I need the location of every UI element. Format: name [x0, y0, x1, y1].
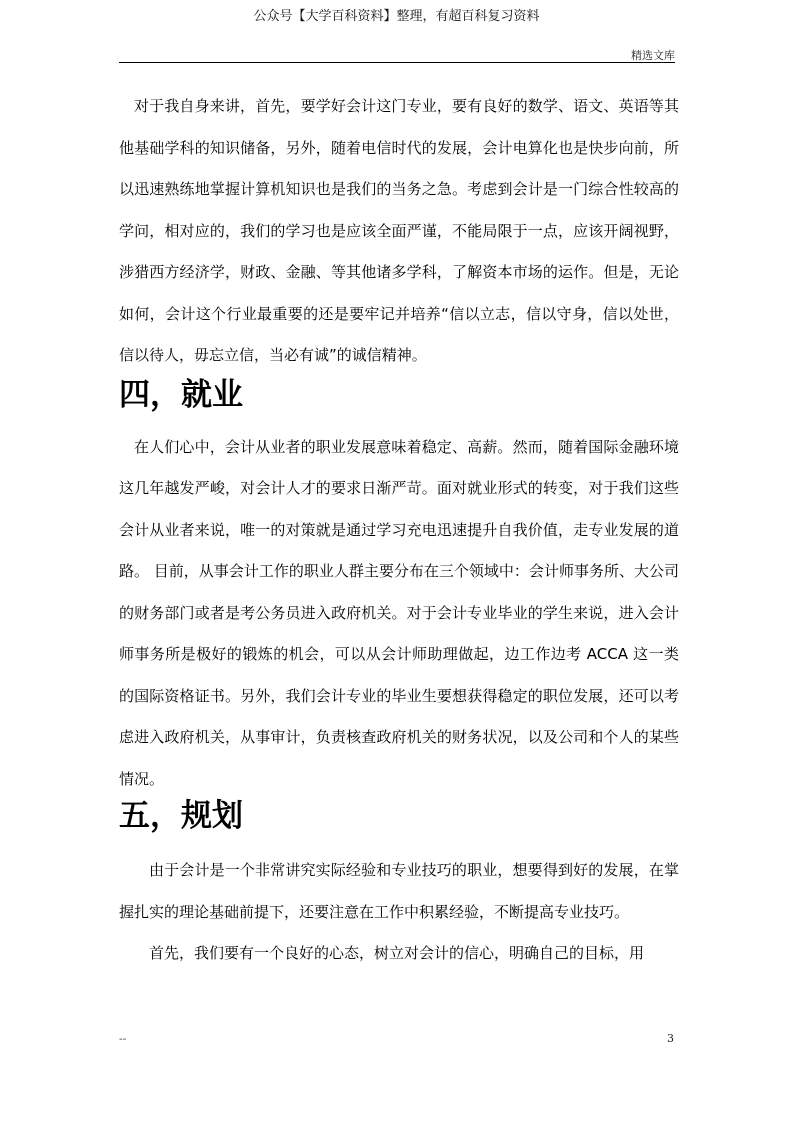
header-label: 精选文库	[631, 49, 675, 62]
paragraph-self-study: 对于我自身来讲，首先，要学好会计这门专业，要有良好的数学、语文、英语等其他基础学科的知识储备，另外，随着电信时代的发展，会计电算化也是快步向前，所以迅速熟练地掌握计算机知识也是我们的当务之急。考虑到会计是一门综合性较高的学问，相对应的，我们的学习也是应该全面严谨，不能局限于一点，应该开阔视野，涉猎西方经济学，财政、金融、等其他诸多学科，了解资本市场的运作。但是，无论如何，会计这个行业最重要的还是要牢记并培养“信以立志，信以守身，信以处世，信以待人，毋忘立信，当必有诚”的诚信精神。	[119, 97, 679, 364]
section-heading-employment: 四，就业	[119, 376, 243, 413]
document-body	[119, 86, 679, 975]
page-number: 3	[667, 1032, 674, 1045]
paragraph-planning-intro: 由于会计是一个非常讲究实际经验和专业技巧的职业，想要得到好的发展，在掌握扎实的理论基础前提下，还要注意在工作中积累经验，不断提高专业技巧。	[119, 861, 679, 921]
section-heading-planning: 五，规划	[119, 798, 243, 834]
footer-mark: --	[119, 1034, 127, 1045]
top-banner: 公众号【大学百科资料】整理，有超百科复习资料	[253, 9, 540, 24]
paragraph-employment: 在人们心中，会计从业者的职业发展意味着稳定、高薪。然而，随着国际金融环境这几年越发严峻，对会计人才的要求日渐严苛。面对就业形式的转变，对于我们这些会计从业者来说，唯一的对策就是通过学习充电迅速提升自我价值，走专业发展的道路。 目前，从事会计工作的职业人群主要分布在三个领域中：会计师事务所、大公司的财务部门或者是考公务员进入政府机关。对于会计专业毕业的学生来说，进入会计师事务所是极好的锻炼的机会，可以从会计师助理做起，边工作边考 ACCA 这一类的国际资格证书。另外，我们会计专业的毕业生要想获得稳定的职位发展，还可以考虑进入政府机关，从事审计，负责核查政府机关的财务状况，以及公司和个人的某些情况。	[119, 437, 679, 788]
paragraph-planning-first: 首先，我们要有一个良好的心态，树立对会计的信心，明确自己的目标，用	[149, 944, 645, 962]
header-rule	[119, 62, 675, 63]
